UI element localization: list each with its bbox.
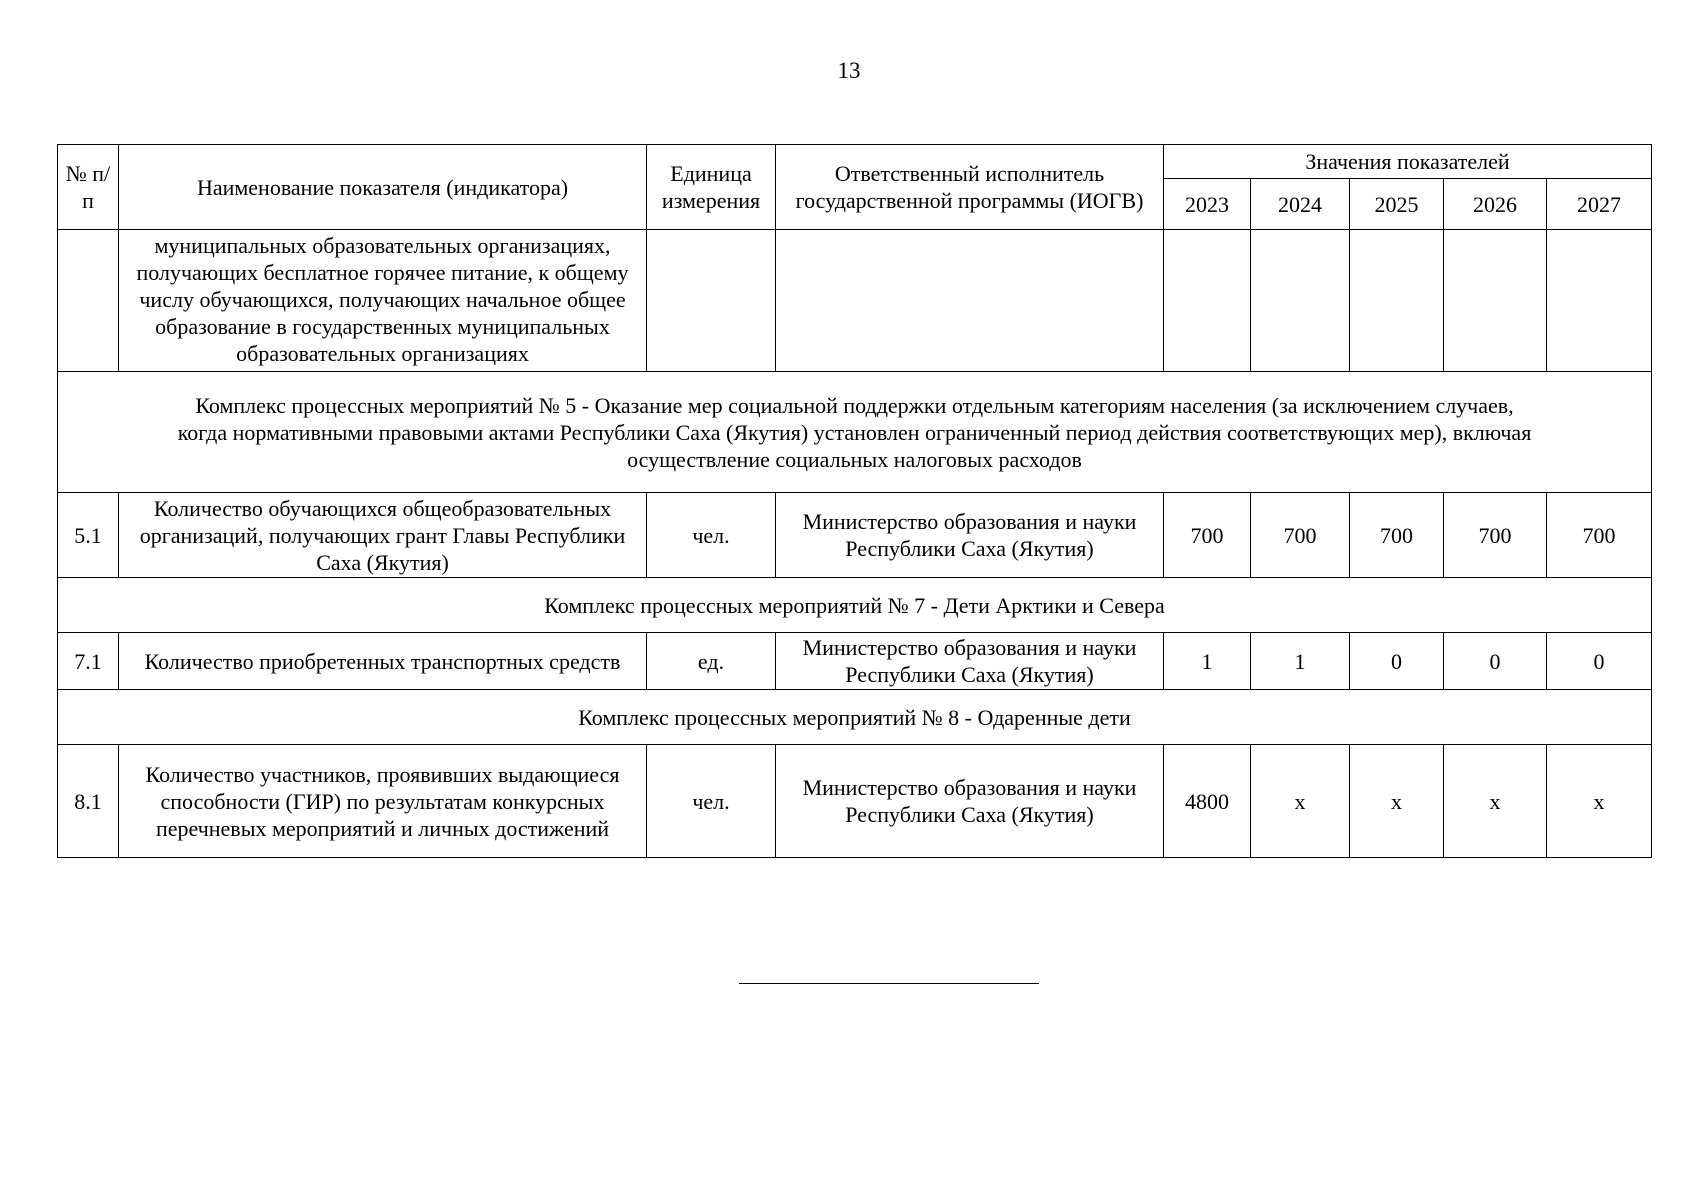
cell-value: 1 xyxy=(1164,633,1251,690)
cell-value: 700 xyxy=(1547,493,1652,578)
header-year-2026: 2026 xyxy=(1444,179,1547,230)
cell-value: 4800 xyxy=(1164,745,1251,858)
header-unit: Единица измерения xyxy=(647,145,776,230)
indicators-table xyxy=(57,144,1652,858)
cell-unit xyxy=(647,230,776,372)
cell-name: муниципальных образовательных организациях, получающих бесплатное горячее питание, к общему числу обучающихся, получающих начальное общее образование в государственных муниципальных образовательных организациях xyxy=(119,230,647,372)
section-row xyxy=(58,690,1652,745)
header-year-2024: 2024 xyxy=(1251,179,1350,230)
section-row xyxy=(58,578,1652,633)
cell-executor: Министерство образования и науки Республики Саха (Якутия) xyxy=(776,745,1164,858)
header-row xyxy=(58,145,1652,179)
cell-value: 700 xyxy=(1164,493,1251,578)
cell-value: 0 xyxy=(1547,633,1652,690)
cell-value xyxy=(1444,230,1547,372)
cell-value: х xyxy=(1444,745,1547,858)
page-number: 13 xyxy=(837,58,861,83)
cell-value xyxy=(1251,230,1350,372)
cell-value: 700 xyxy=(1251,493,1350,578)
footer-divider xyxy=(739,983,1039,984)
cell-executor: Министерство образования и науки Республики Саха (Якутия) xyxy=(776,493,1164,578)
cell-name: Количество участников, проявивших выдающиеся способности (ГИР) по результатам конкурсных перечневых мероприятий и личных достижений xyxy=(119,745,647,858)
header-year-2023: 2023 xyxy=(1164,179,1251,230)
section-title: Комплекс процессных мероприятий № 7 - Дети Арктики и Севера xyxy=(58,578,1652,633)
header-year-2025: 2025 xyxy=(1350,179,1444,230)
cell-value: х xyxy=(1547,745,1652,858)
cell-value xyxy=(1350,230,1444,372)
cell-value: 1 xyxy=(1251,633,1350,690)
cell-name: Количество приобретенных транспортных средств xyxy=(119,633,647,690)
cell-value: 0 xyxy=(1444,633,1547,690)
cell-value: х xyxy=(1251,745,1350,858)
table-row xyxy=(58,493,1652,578)
cell-value: 700 xyxy=(1444,493,1547,578)
cell-num: 8.1 xyxy=(58,745,119,858)
cell-num: 7.1 xyxy=(58,633,119,690)
header-year-2027: 2027 xyxy=(1547,179,1652,230)
cell-num: 5.1 xyxy=(58,493,119,578)
header-name: Наименование показателя (индикатора) xyxy=(119,145,647,230)
header-values: Значения показателей xyxy=(1164,145,1652,179)
header-executor: Ответственный исполнитель государственной программы (ИОГВ) xyxy=(776,145,1164,230)
section-title: Комплекс процессных мероприятий № 8 - Одаренные дети xyxy=(58,690,1652,745)
cell-unit: чел. xyxy=(647,745,776,858)
cell-executor: Министерство образования и науки Республики Саха (Якутия) xyxy=(776,633,1164,690)
cell-value: х xyxy=(1350,745,1444,858)
table-row xyxy=(58,633,1652,690)
section-row xyxy=(58,372,1652,493)
cell-value: 0 xyxy=(1350,633,1444,690)
section-title: Комплекс процессных мероприятий № 5 - Оказание мер социальной поддержки отдельным категориям населения (за исключением случаев, когда нормативными правовыми актами Республики Саха (Якутия) установлен ограниченный период действия соответствующих мер), включая осуществление социальных налоговых расходов xyxy=(58,372,1652,493)
cell-value xyxy=(1164,230,1251,372)
cell-unit: чел. xyxy=(647,493,776,578)
cell-value: 700 xyxy=(1350,493,1444,578)
cell-num xyxy=(58,230,119,372)
cell-name: Количество обучающихся общеобразовательных организаций, получающих грант Главы Республики Саха (Якутия) xyxy=(119,493,647,578)
cell-executor xyxy=(776,230,1164,372)
table-row xyxy=(58,745,1652,858)
header-num: № п/п xyxy=(58,145,119,230)
table-row-continuation xyxy=(58,230,1652,372)
cell-value xyxy=(1547,230,1652,372)
cell-unit: ед. xyxy=(647,633,776,690)
